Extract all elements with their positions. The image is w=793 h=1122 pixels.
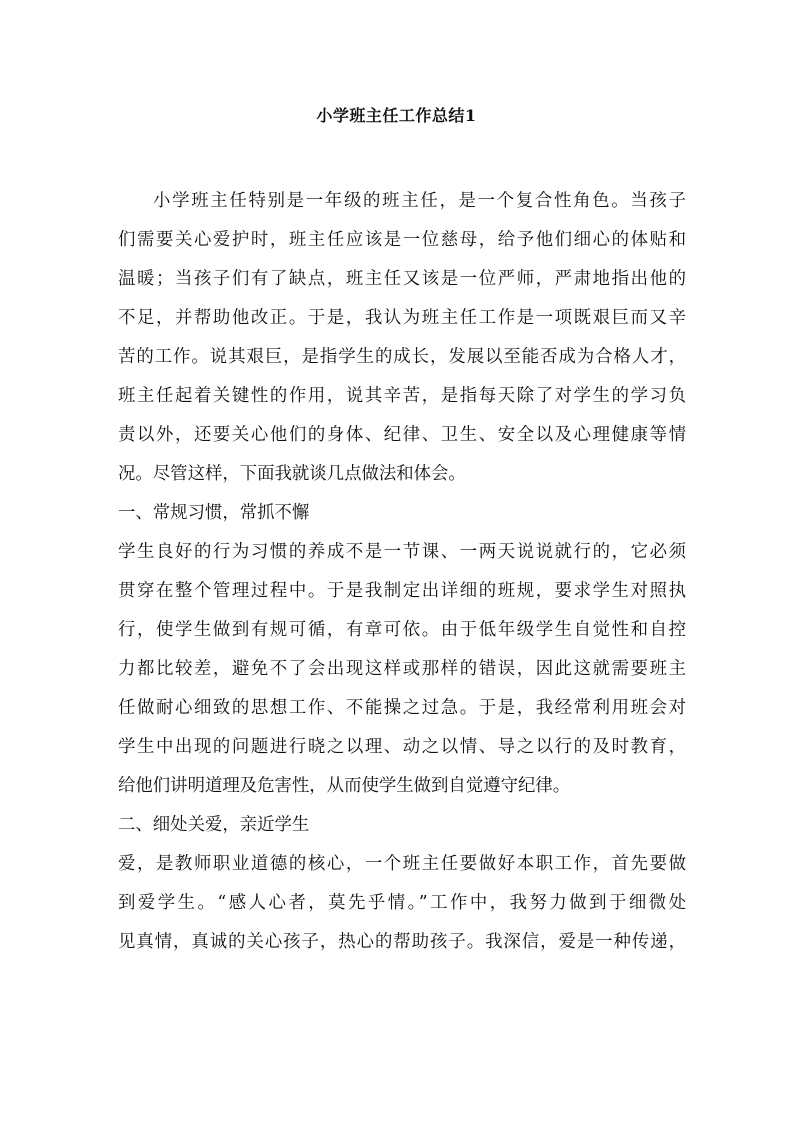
- document-body: [118, 182, 686, 962]
- paragraph-line: 不足，并帮助他改正。于是，我认为班主任工作是一项既艰巨而又辛: [118, 308, 686, 328]
- paragraph-line: 苦的工作。说其艰巨，是指学生的成长，发展以至能否成为合格人才，: [118, 347, 686, 367]
- paragraph-line: 任做耐心细致的思想工作、不能操之过急。于是，我经常利用班会对: [118, 698, 686, 718]
- paragraph-line: 小学班主任特别是一年级的班主任，是一个复合性角色。当孩子: [153, 191, 686, 211]
- paragraph-line: 力都比较差，避免不了会出现这样或那样的错误，因此这就需要班主: [118, 659, 686, 679]
- document-title: 小学班主任工作总结1: [316, 106, 477, 125]
- paragraph-line: 学生中出现的问题进行晓之以理、动之以情、导之以行的及时教育，: [118, 737, 686, 757]
- paragraph-line: 温暖；当孩子们有了缺点，班主任又该是一位严师，严肃地指出他的: [118, 269, 686, 289]
- paragraph-line: 班主任起着关键性的作用，说其辛苦，是指每天除了对学生的学习负: [118, 386, 686, 406]
- paragraph-line: 到爱学生。“感人心者，莫先乎情。”工作中，我努力做到于细微处: [118, 893, 686, 913]
- paragraph-line: 们需要关心爱护时，班主任应该是一位慈母，给予他们细心的体贴和: [118, 230, 686, 250]
- paragraph-line: 责以外，还要关心他们的身体、纪律、卫生、安全以及心理健康等情: [118, 425, 686, 445]
- section-heading: 一、常规习惯，常抓不懈: [118, 503, 310, 523]
- section-heading: 二、细处关爱，亲近学生: [118, 815, 310, 835]
- paragraph-line: 爱，是教师职业道德的核心，一个班主任要做好本职工作，首先要做: [118, 854, 686, 874]
- paragraph-line: 见真情，真诚的关心孩子，热心的帮助孩子。我深信，爱是一种传递，: [118, 932, 686, 952]
- paragraph-line: 学生良好的行为习惯的养成不是一节课、一两天说说就行的，它必须: [118, 542, 686, 562]
- paragraph-line: 贯穿在整个管理过程中。于是我制定出详细的班规，要求学生对照执: [118, 581, 686, 601]
- paragraph-line: 况。尽管这样，下面我就谈几点做法和体会。: [118, 464, 466, 484]
- paragraph-line: 行，使学生做到有规可循，有章可依。由于低年级学生自觉性和自控: [118, 620, 686, 640]
- paragraph-line: 给他们讲明道理及危害性，从而使学生做到自觉遵守纪律。: [118, 776, 571, 796]
